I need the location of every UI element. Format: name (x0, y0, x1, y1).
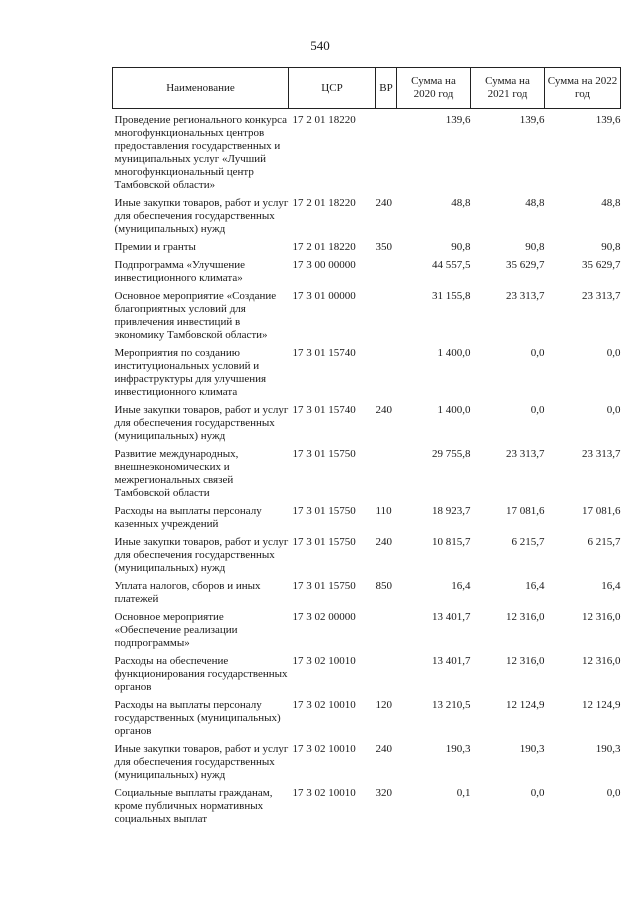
cell-sum-2020: 18 923,7 (432, 505, 471, 517)
cell-csr: 17 3 00 00000 (292, 259, 356, 271)
cell-name: Иные закупки товаров, работ и услуг для обеспечения государственных (муниципальных) нужд (114, 197, 289, 235)
cell-name: Расходы на выплаты персоналу государственных (муниципальных) органов (114, 699, 281, 737)
cell-csr: 17 3 02 00000 (292, 611, 356, 623)
table-header (113, 68, 621, 109)
cell-sum-2020: 13 210,5 (432, 699, 471, 711)
cell-vr (376, 655, 397, 699)
cell-name: Уплата налогов, сборов и иных платежей (114, 580, 261, 605)
cell-sum-2021: 190,3 (519, 743, 545, 755)
cell-sum-2021: 12 316,0 (506, 611, 545, 623)
cell-sum-2022: 190,3 (595, 743, 621, 755)
cell-sum-2020: 10 815,7 (432, 536, 471, 548)
cell-sum-2022: 6 215,7 (587, 536, 621, 548)
cell-vr: 850 (375, 580, 392, 592)
table-row (113, 197, 621, 241)
cell-name: Основное мероприятие «Создание благоприятных условий для привлечения инвестиций в экономику Тамбовской области» (114, 290, 277, 341)
table-row (113, 505, 621, 536)
cell-sum-2022: 12 124,9 (582, 699, 621, 711)
cell-sum-2022: 35 629,7 (582, 259, 621, 271)
cell-sum-2022: 0,0 (606, 347, 621, 359)
cell-csr: 17 2 01 18220 (292, 241, 356, 253)
cell-csr: 17 3 01 15740 (292, 404, 356, 416)
cell-sum-2022: 12 316,0 (582, 655, 621, 667)
header-csr: ЦСР (289, 68, 376, 109)
cell-sum-2021: 23 313,7 (506, 448, 545, 460)
cell-sum-2022: 0,0 (606, 404, 621, 416)
table-row (113, 580, 621, 611)
cell-csr: 17 2 01 18220 (292, 114, 356, 126)
cell-vr: 240 (375, 536, 392, 548)
header-vr: ВР (376, 68, 397, 109)
table-row (113, 259, 621, 290)
cell-sum-2020: 31 155,8 (432, 290, 471, 302)
cell-csr: 17 3 01 15750 (292, 580, 356, 592)
cell-csr: 17 2 01 18220 (292, 197, 356, 209)
table-row (113, 787, 621, 831)
cell-name: Расходы на обеспечение функционирования государственных органов (114, 655, 288, 693)
table-body (113, 109, 621, 832)
cell-vr: 320 (375, 787, 392, 799)
cell-sum-2020: 190,3 (445, 743, 471, 755)
table-row (113, 109, 621, 198)
table-row (113, 536, 621, 580)
budget-table (112, 67, 621, 831)
cell-sum-2020: 139,6 (445, 114, 471, 126)
cell-sum-2020: 1 400,0 (437, 404, 471, 416)
cell-name: Расходы на выплаты персоналу казенных учреждений (114, 505, 262, 530)
cell-sum-2021: 6 215,7 (511, 536, 545, 548)
cell-vr (376, 347, 397, 404)
header-name: Наименование (113, 68, 289, 109)
cell-name: Основное мероприятие «Обеспечение реализации подпрограммы» (114, 611, 238, 649)
header-sum-2020: Сумма на 2020 год (397, 68, 471, 109)
cell-vr (376, 448, 397, 505)
cell-sum-2022: 48,8 (601, 197, 621, 209)
cell-vr: 240 (375, 743, 392, 755)
cell-sum-2020: 48,8 (451, 197, 471, 209)
cell-name: Иные закупки товаров, работ и услуг для обеспечения государственных (муниципальных) нужд (114, 536, 289, 574)
cell-sum-2020: 44 557,5 (432, 259, 471, 271)
cell-vr: 240 (375, 197, 392, 209)
cell-sum-2022: 12 316,0 (582, 611, 621, 623)
cell-name: Премии и гранты (114, 241, 196, 253)
cell-name: Развитие международных, внешнеэкономических и межрегиональных связей Тамбовской области (114, 448, 239, 499)
cell-vr (376, 109, 397, 198)
cell-sum-2020: 13 401,7 (432, 655, 471, 667)
cell-vr: 240 (375, 404, 392, 416)
cell-csr: 17 3 01 15750 (292, 505, 356, 517)
cell-sum-2022: 16,4 (601, 580, 621, 592)
cell-csr: 17 3 01 00000 (292, 290, 356, 302)
cell-name: Мероприятия по созданию институциональных условий и инфраструктуры для улучшения инвестиционного климата (114, 347, 267, 398)
cell-vr (376, 290, 397, 347)
cell-sum-2020: 1 400,0 (437, 347, 471, 359)
page-number: 540 (310, 38, 330, 53)
cell-sum-2021: 0,0 (530, 404, 545, 416)
cell-sum-2021: 12 316,0 (506, 655, 545, 667)
cell-sum-2020: 0,1 (456, 787, 471, 799)
cell-name: Проведение регионального конкурса многофункциональных центров предоставления государственных и муниципальных услуг «Лучший многофункциональный центр Тамбовской области» (114, 114, 287, 191)
cell-csr: 17 3 01 15750 (292, 536, 356, 548)
table-row (113, 448, 621, 505)
cell-sum-2021: 35 629,7 (506, 259, 545, 271)
cell-sum-2020: 90,8 (451, 241, 471, 253)
cell-csr: 17 3 02 10010 (292, 699, 356, 711)
table-row (113, 404, 621, 448)
cell-sum-2021: 16,4 (525, 580, 545, 592)
cell-name: Социальные выплаты гражданам, кроме публичных нормативных социальных выплат (114, 787, 273, 825)
table-row (113, 743, 621, 787)
table-row (113, 611, 621, 655)
cell-sum-2022: 90,8 (601, 241, 621, 253)
cell-name: Иные закупки товаров, работ и услуг для обеспечения государственных (муниципальных) нужд (114, 404, 289, 442)
cell-vr (376, 259, 397, 290)
cell-sum-2021: 12 124,9 (506, 699, 545, 711)
cell-csr: 17 3 01 15750 (292, 448, 356, 460)
table-row (113, 699, 621, 743)
cell-csr: 17 3 02 10010 (292, 787, 356, 799)
cell-sum-2021: 90,8 (525, 241, 545, 253)
cell-sum-2021: 23 313,7 (506, 290, 545, 302)
cell-vr: 110 (375, 505, 392, 517)
header-sum-2021: Сумма на 2021 год (471, 68, 545, 109)
cell-csr: 17 3 01 15740 (292, 347, 356, 359)
cell-sum-2021: 17 081,6 (506, 505, 545, 517)
cell-csr: 17 3 02 10010 (292, 655, 356, 667)
cell-sum-2020: 29 755,8 (432, 448, 471, 460)
cell-sum-2022: 23 313,7 (582, 290, 621, 302)
cell-name: Подпрограмма «Улучшение инвестиционного климата» (114, 259, 246, 284)
table-row (113, 241, 621, 259)
cell-sum-2021: 0,0 (530, 347, 545, 359)
cell-vr: 120 (375, 699, 392, 711)
cell-sum-2022: 23 313,7 (582, 448, 621, 460)
cell-csr: 17 3 02 10010 (292, 743, 356, 755)
table-row (113, 290, 621, 347)
header-sum-2022: Сумма на 2022 год (545, 68, 621, 109)
table-row (113, 655, 621, 699)
table-row (113, 347, 621, 404)
cell-sum-2020: 13 401,7 (432, 611, 471, 623)
cell-sum-2022: 0,0 (606, 787, 621, 799)
cell-sum-2021: 0,0 (530, 787, 545, 799)
cell-sum-2020: 16,4 (451, 580, 471, 592)
cell-sum-2021: 139,6 (519, 114, 545, 126)
cell-vr: 350 (375, 241, 392, 253)
cell-sum-2022: 17 081,6 (582, 505, 621, 517)
cell-name: Иные закупки товаров, работ и услуг для обеспечения государственных (муниципальных) нужд (114, 743, 289, 781)
cell-sum-2021: 48,8 (525, 197, 545, 209)
cell-sum-2022: 139,6 (595, 114, 621, 126)
cell-vr (376, 611, 397, 655)
